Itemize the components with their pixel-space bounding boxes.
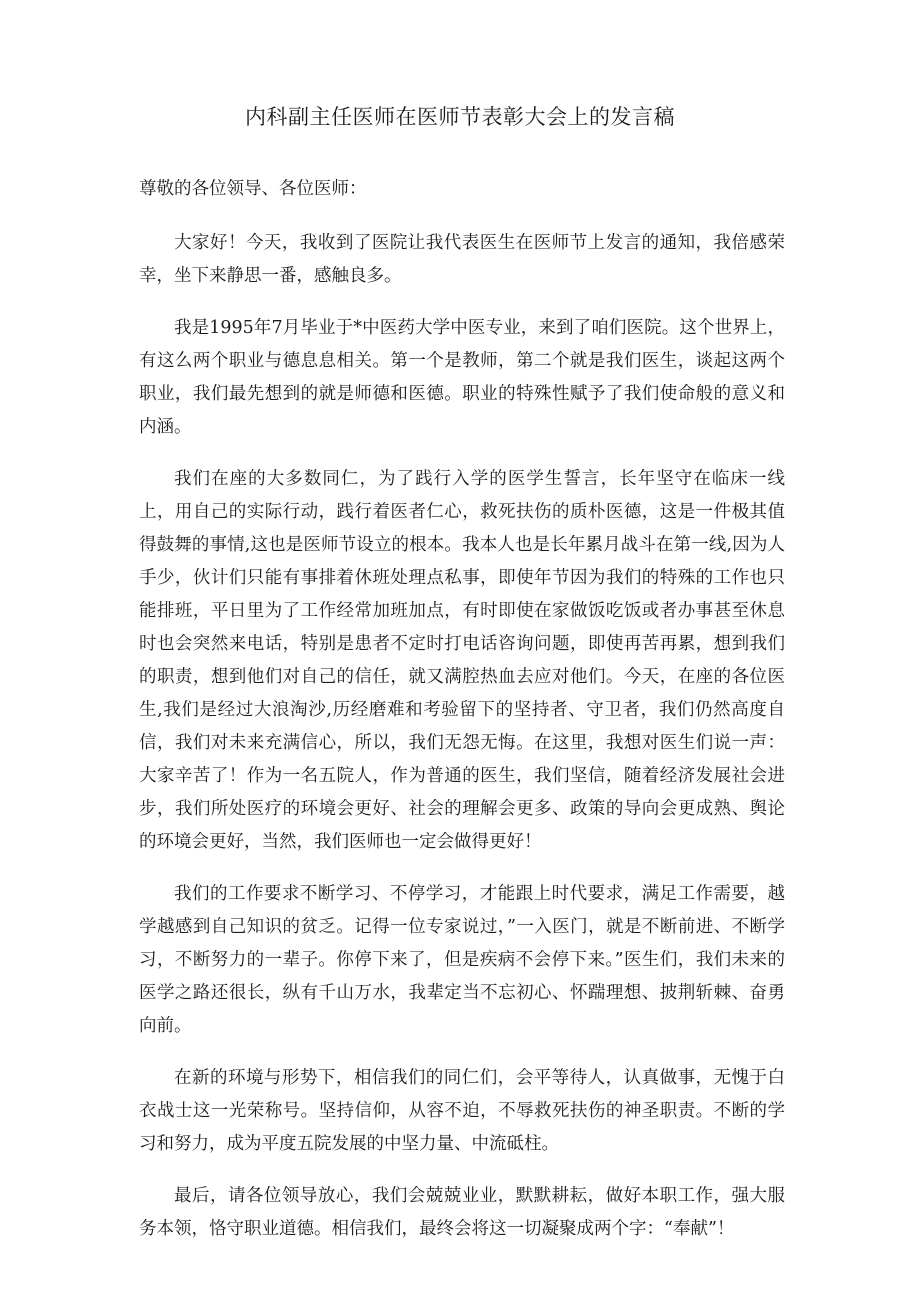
- document-body: [139, 175, 785, 1246]
- paragraph-commitment: 在新的环境与形势下，相信我们的同仁们，会平等待人，认真做事，无愧于白衣战士这一光荣称号。坚持信仰，从容不迫，不辱救死扶伤的神圣职责。不断的学习和努力，成为平度五院发展的中坚力量、中流砥柱。: [139, 1068, 785, 1154]
- salutation: 尊敬的各位领导、各位医师：: [139, 179, 367, 199]
- document-title: 内科副主任医师在医师节表彰大会上的发言稿: [245, 105, 675, 129]
- paragraph-greeting: 大家好！今天，我收到了医院让我代表医生在医师节上发言的通知，我倍感荣幸，坐下来静思一番，感触良多。: [139, 233, 785, 286]
- paragraph-background: 我是1995年7月毕业于*中医药大学中医专业，来到了咱们医院。这个世界上，有这么两个职业与德息息相关。第一个是教师，第二个就是我们医生，谈起这两个职业，我们最先想到的就是师德和医德。职业的特殊性赋予了我们使命般的意义和内涵。: [139, 318, 785, 437]
- paragraph-closing: 最后，请各位领导放心，我们会兢兢业业，默默耕耘，做好本职工作，强大服务本领，恪守职业道德。相信我们，最终会将这一切凝聚成两个字：“奉献”！: [139, 1186, 785, 1239]
- paragraph-dedication: 我们在座的大多数同仁，为了践行入学的医学生誓言，长年坚守在临床一线上，用自己的实际行动，践行着医者仁心，救死扶伤的质朴医德，这是一件极其值得鼓舞的事情,这也是医师节设立的根本。我本人也是长年累月战斗在第一线,因为人手少，伙计们只能有事排着休班处理点私事，即使年节因为我们的特殊的工作也只能排班，平日里为了工作经常加班加点，有时即使在家做饭吃饭或者办事甚至休息时也会突然来电话，特别是患者不定时打电话咨询问题，即使再苦再累，想到我们的职责，想到他们对自己的信任，就又满腔热血去应对他们。今天，在座的各位医生,我们是经过大浪淘沙,历经磨难和考验留下的坚持者、守卫者，我们仍然高度自信，我们对未来充满信心，所以，我们无怨无悔。在这里，我想对医生们说一声：大家辛苦了！作为一名五院人，作为普通的医生，我们坚信，随着经济发展社会进步，我们所处医疗的环境会更好、社会的理解会更多、政策的导向会更成熟、舆论的环境会更好，当然，我们医师也一定会做得更好！: [139, 469, 785, 852]
- paragraph-learning: 我们的工作要求不断学习、不停学习，才能跟上时代要求，满足工作需要，越学越感到自己知识的贫乏。记得一位专家说过，”一入医门，就是不断前进、不断学习，不断努力的一辈子。你停下来了，但是疾病不会停下来。”医生们，我们未来的医学之路还很长，纵有千山万水，我辈定当不忘初心、怀踹理想、披荆斩棘、奋勇向前。: [139, 884, 785, 1036]
